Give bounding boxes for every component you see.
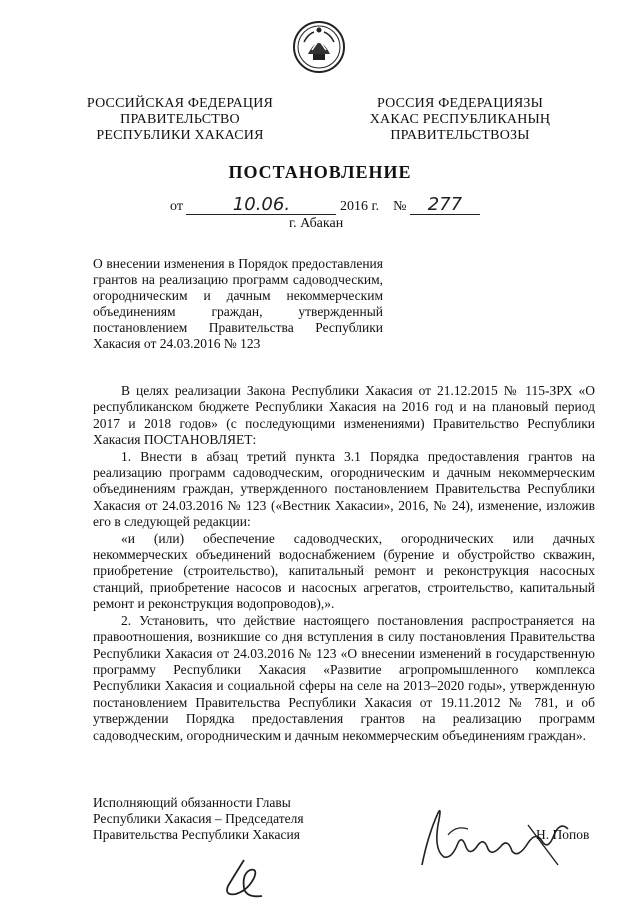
header-right: [360, 96, 560, 144]
body-paragraph-1: В целях реализации Закона Республики Хакасия от 21.12.2015 № 115-ЗРХ «О республиканском бюджете Республики Хакасия на 2016 год и на плановый период 2017 и 2018 годов» (с последующими изменениями) Правительство Республики Хакасия ПОСТАНОВЛЯЕТ:: [93, 383, 595, 448]
signature-line-1: Исполняющий обязанности Главы: [93, 795, 291, 810]
date-handwritten: 10.06.: [186, 196, 336, 215]
header-left-line-3: РЕСПУБЛИКИ ХАКАСИЯ: [96, 128, 264, 143]
header-right-line-2: ХАКАС РЕСПУБЛИКАНЫҢ: [369, 112, 551, 127]
number-handwritten: 277: [410, 196, 480, 215]
signature-line-2: Республики Хакасия – Председателя: [93, 811, 304, 826]
date-line: [170, 196, 480, 215]
signatory-name: Н. Попов: [536, 827, 590, 842]
header-right-line-1: РОССИЯ ФЕДЕРАЦИЯЗЫ: [376, 96, 544, 111]
document-body: [93, 383, 595, 744]
body-paragraph-4: 2. Установить, что действие настоящего постановления распространяется на правоотношения, возникшие со дня вступления в силу постановления Правительства Республики Хакасия от 24.03.2016 № 123 «О внесении изменений в государственную программу Республики Хакасия «Развитие агропромышленного комплекса Республики Хакасия и социальной сферы на селе на 2013–2020 годы», утвержденную постановлением Правительства Республики Хакасия от 19.11.2012 № 781, и об утверждении Порядка предоставления грантов на реализацию программ садоводческим, огородническим и дачным некоммерческим объединениям граждан».: [93, 612, 595, 743]
handwritten-mark: [214, 856, 274, 900]
date-prefix: от: [170, 199, 183, 214]
document-subject: О внесении изменения в Порядок предоставления грантов на реализацию программ садоводческим, огородническим и дачным некоммерческим объединениям граждан, утвержденный постановлением Правительства Республики Хакасия от 24.03.2016 № 123: [93, 256, 383, 351]
signature-line-3: Правительства Республики Хакасия: [93, 827, 300, 842]
signature-block: [93, 795, 304, 843]
header-left-line-2: ПРАВИТЕЛЬСТВО: [120, 112, 240, 127]
header-left-line-1: РОССИЙСКАЯ ФЕДЕРАЦИЯ: [86, 96, 274, 111]
date-year: 2016 г.: [339, 199, 380, 214]
body-paragraph-2: 1. Внести в абзац третий пункта 3.1 Порядка предоставления грантов на реализацию программ садоводческим, огородническим и дачным некоммерческим объединениям граждан, утвержденного постановлением Правительства Республики Хакасия от 24.03.2016 № 123 («Вестник Хакасии», 2016, № 24), изменение, изложив его в следующей редакции:: [93, 448, 595, 530]
number-sign: №: [393, 199, 407, 214]
header-right-line-3: ПРАВИТЕЛЬСТВОЗЫ: [390, 128, 530, 143]
city: г. Абакан: [289, 216, 344, 231]
header-left: [86, 96, 274, 144]
body-paragraph-3: «и (или) обеспечение садоводческих, огороднических или дачных некоммерческих объединений водоснабжением (бурение и обустройство скважин, приобретение (строительство), капитальный ремонт и реконструкция насосных станций, приобретение насосов и насосных агрегатов, строительство, капитальный ремонт и реконструкция водопроводов),».: [93, 530, 595, 612]
coat-of-arms-emblem-icon: [292, 20, 346, 74]
document-title: ПОСТАНОВЛЕНИЕ: [228, 162, 412, 182]
